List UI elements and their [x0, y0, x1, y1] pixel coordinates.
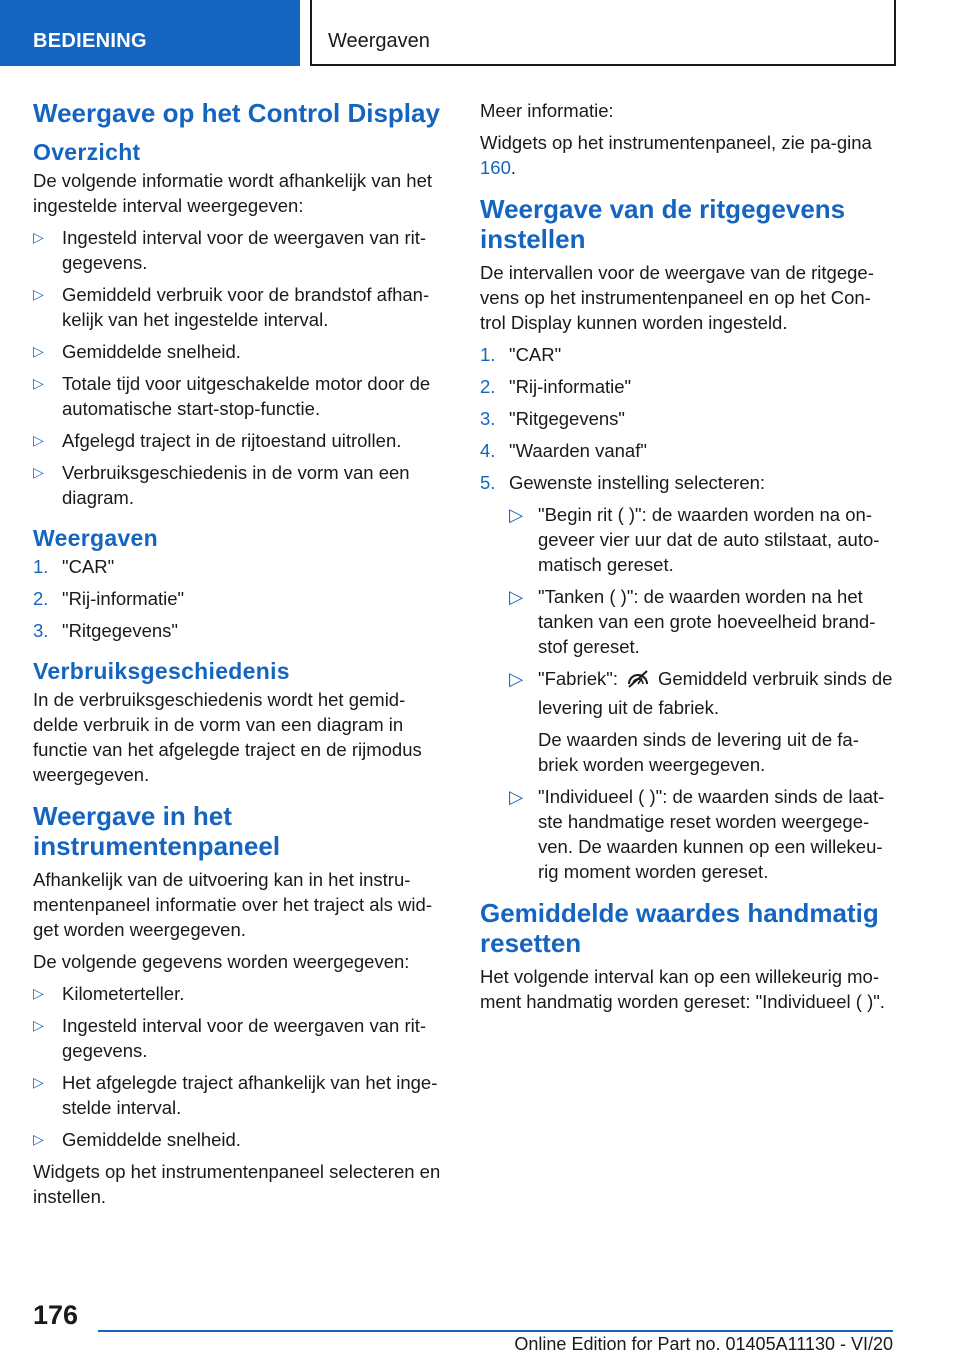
step-item: 3. "Ritgegevens" — [480, 408, 625, 429]
instellen-intro: De intervallen voor de weergave van de ritgege-vens op het instrumentenpaneel en op het Con-trol Display kunnen worden ingesteld. — [480, 262, 874, 333]
list-item: ▷ Gemiddelde snelheid. — [33, 1129, 241, 1150]
instellen-steps — [480, 342, 895, 884]
instrument-outro: Widgets op het instrumentenpaneel selecteren en instellen. — [33, 1161, 441, 1207]
bullet-triangle-icon: ▷ — [33, 1074, 44, 1090]
fabriek-note: De waarden sinds de levering uit de fa-briek worden weergegeven. — [538, 729, 859, 775]
step-item: 1. "CAR" — [33, 556, 115, 577]
instrument-list — [33, 981, 448, 1152]
meer-info-label: Meer informatie: — [480, 100, 614, 121]
list-item: ▷ Ingesteld interval voor de weergaven van rit-gegevens. — [33, 227, 427, 273]
bullet-triangle-icon: ▷ — [33, 464, 44, 480]
list-item: ▷ Gemiddeld verbruik voor de brandstof afhan-kelijk van het ingestelde interval. — [33, 284, 430, 330]
verbruik-text: In de verbruiksgeschiedenis wordt het gemid-delde verbruik in de vorm van een diagram in functie van het afgelegde traject en de rijmodus weergegeven. — [33, 689, 422, 785]
list-item: ▷ Kilometerteller. — [33, 983, 185, 1004]
bullet-triangle-icon: ▷ — [33, 985, 44, 1001]
heading-instrumentenpaneel: Weergave in het instrumentenpaneel — [33, 801, 281, 861]
chapter-tab — [310, 0, 896, 66]
heading-verbruiksgeschiedenis: Verbruiksgeschiedenis — [33, 658, 290, 684]
right-column — [480, 98, 895, 1021]
list-item: ▷ Gemiddelde snelheid. — [33, 341, 241, 362]
list-item: ▷ Het afgelegde traject afhankelijk van het inge-stelde interval. — [33, 1072, 438, 1118]
option-item: ▷ "Tanken ( )": de waarden worden na het tanken van een grote hoeveelheid brand-stof gereset. — [509, 586, 876, 657]
list-item: ▷ Ingesteld interval voor de weergaven van rit-gegevens. — [33, 1015, 427, 1061]
edition-note: Online Edition for Part no. 01405A11130 - VI/20 — [514, 1334, 893, 1354]
list-item: ▷ Afgelegd traject in de rijtoestand uitrollen. — [33, 430, 402, 451]
overzicht-intro: De volgende informatie wordt afhankelijk van het ingestelde interval weergegeven: — [33, 170, 433, 216]
page-number: 176 — [33, 1300, 79, 1330]
heading-overzicht: Overzicht — [33, 139, 141, 165]
step-item: 1. "CAR" — [480, 344, 562, 365]
resetten-text: Het volgende interval kan op een willekeurig mo-ment handmatig worden gereset: "Individueel ( )". — [480, 966, 885, 1012]
section-tab — [0, 0, 300, 66]
bullet-triangle-icon: ▷ — [33, 1017, 44, 1033]
footer-divider — [98, 1330, 893, 1332]
page-header — [0, 0, 960, 66]
bullet-triangle-icon: ▷ — [33, 286, 44, 302]
bullet-triangle-icon: ▷ — [509, 586, 524, 607]
option-item: ▷ "Individueel ( )": de waarden sinds de laat-ste handmatige reset worden weergege-ven. De waarden kunnen op een willekeu-rig moment worden gereset. — [509, 786, 885, 882]
instrument-p2: De volgende gegevens worden weergegeven: — [33, 951, 410, 972]
instrument-p1: Afhankelijk van de uitvoering kan in het instru-mentenpaneel informatie over het traject als wid-get worden weergegeven. — [33, 869, 432, 940]
bullet-triangle-icon: ▷ — [33, 432, 44, 448]
bullet-triangle-icon: ▷ — [33, 375, 44, 391]
option-list — [509, 502, 895, 884]
meer-info-text: Widgets op het instrumentenpaneel, zie pa-gina 160. — [480, 132, 872, 178]
option-item: ▷ "Fabriek": Gemiddeld verbruik sinds de levering uit de fabriek. De waarden sinds de levering uit de fa-briek worden weergegeven. — [509, 666, 895, 777]
step-item: 4. "Waarden vanaf" — [480, 440, 647, 461]
list-item: ▷ Totale tijd voor uitgeschakelde motor door de automatische start-stop-functie. — [33, 373, 431, 419]
section-label: BEDIENING — [33, 30, 147, 52]
main-title: Weergave op het Control Display — [33, 98, 440, 128]
step-item: 2. "Rij-informatie" — [480, 376, 632, 397]
step-item: 5. Gewenste instelling selecteren: ▷ "Begin rit ( )": de waarden worden na on-geveer vier uur dat de auto stilstaat, auto-matisch gereset. ▷ "Tanken ( )": de waarden worden na het tanken van een grote hoeveelheid brand-stof gereset. ▷ "Fabriek": Gemiddeld verbruik sinds de levering uit de fabriek. De waarden sinds de levering uit de fa-briek worden weergegeven. ▷ "Individueel ( )": de waarden sinds de laat-ste handmatige reset worden weergege-ven. De waarden kunnen op een willekeu-rig moment worden gereset. — [480, 470, 895, 884]
heading-handmatig-resetten: Gemiddelde waardes handmatig resetten — [480, 898, 879, 958]
bullet-triangle-icon: ▷ — [509, 504, 524, 525]
heading-weergaven: Weergaven — [33, 525, 158, 551]
step-item: 2. "Rij-informatie" — [33, 588, 185, 609]
option-item: ▷ "Begin rit ( )": de waarden worden na on-geveer vier uur dat de auto stilstaat, auto-matisch gereset. — [509, 504, 880, 575]
no-gauge-icon — [626, 669, 650, 695]
left-column — [33, 98, 448, 1216]
chapter-label: Weergaven — [328, 30, 430, 52]
bullet-triangle-icon: ▷ — [509, 786, 524, 807]
bullet-triangle-icon: ▷ — [509, 668, 524, 689]
list-item: ▷ Verbruiksgeschiedenis in de vorm van een diagram. — [33, 462, 410, 508]
page-link[interactable]: 160 — [480, 157, 511, 178]
step-item: 3. "Ritgegevens" — [33, 620, 178, 641]
bullet-triangle-icon: ▷ — [33, 343, 44, 359]
bullet-triangle-icon: ▷ — [33, 229, 44, 245]
overzicht-list — [33, 225, 448, 510]
weergaven-steps — [33, 554, 448, 643]
bullet-triangle-icon: ▷ — [33, 1131, 44, 1147]
heading-ritgegevens-instellen: Weergave van de ritgegevens instellen — [480, 194, 846, 254]
